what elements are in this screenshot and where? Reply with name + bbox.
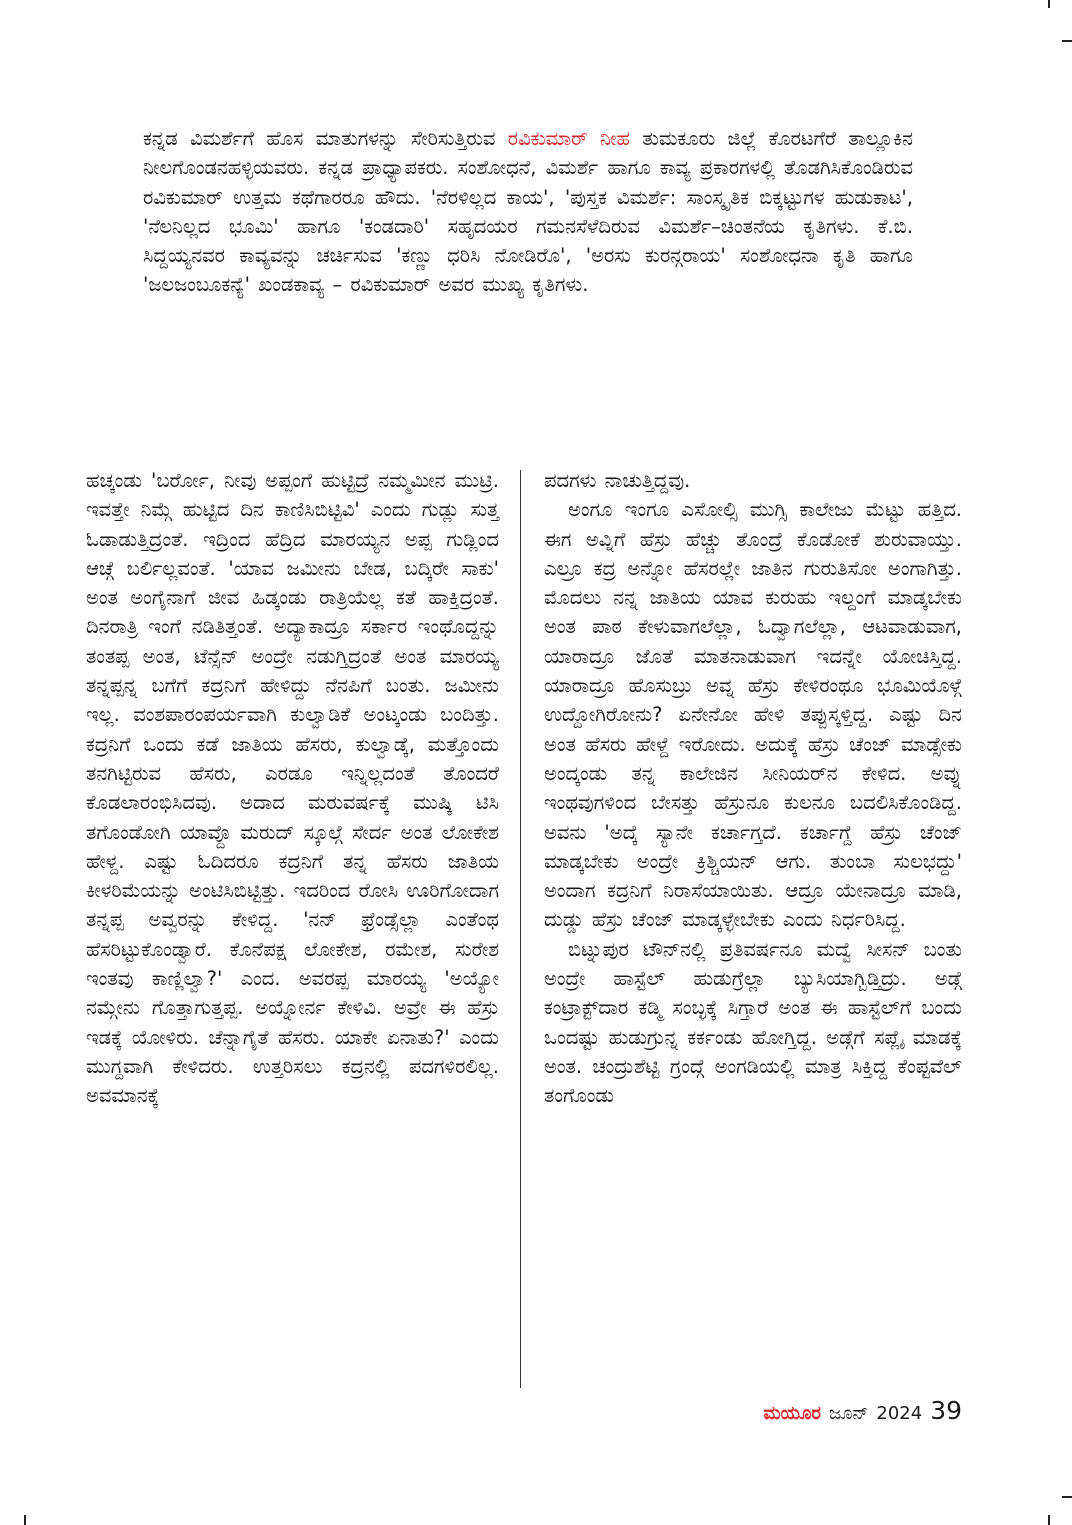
paragraph: ಹಚ್ಕಂಡು 'ಬರ್ರೋ, ನೀವು ಅಪ್ಪಂಗೆ ಹುಟ್ಟಿದ್ರೆ ನಮ್ಮಮೀನ ಮುಟ್ರಿ. ಇವತ್ತೇ ನಿಮ್ಗೆ ಹುಟ್ಟಿದ ದಿನ ಕಾಣಿಸಿಬಿಟ್ಟಿವಿ' ಎಂದು ಗುಡ್ಲು ಸುತ್ತ ಓಡಾಡುತ್ತಿದ್ರಂತೆ. ಇದ್ರಿಂದ ಹೆದ್ರಿದ ಮಾರಯ್ಯನ ಅಪ್ಪ ಗುಡ್ಲಿಂದ ಆಚ್ಗೆ ಬರ್ಲಿಲ್ಲವಂತೆ. 'ಯಾವ ಜಮೀನು ಬೇಡ, ಬದ್ಕಿರೇ ಸಾಕು' ಅಂತ ಅಂಗೈನಾಗೆ ಜೀವ ಹಿಡ್ಕಂಡು ರಾತ್ರಿಯೆಲ್ಲ ಕತೆ ಹಾಕ್ತಿದ್ರಂತೆ. ದಿನರಾತ್ರಿ ಇಂಗೆ ನಡಿತಿತ್ತಂತೆ. ಅದ್ಯಾಕಾದ್ರೂ ಸರ್ಕಾರ ಇಂಥೊದ್ದನ್ನು ತಂತಪ್ಪ ಅಂತ, ಟೆನ್ಸೆನ್ ಅಂದ್ರೇ ನಡುಗ್ತಿದ್ರಂತೆ ಅಂತ ಮಾರಯ್ಯ ತನ್ನಪ್ಪನ್ನ ಬಗೆಗೆ ಕದ್ರನಿಗೆ ಹೇಳಿದ್ದು ನೆನಪಿಗೆ ಬಂತು. ಜಮೀನು ಇಲ್ಲ. ವಂಶಪಾರಂಪರ್ಯವಾಗಿ ಕುಲ್ವಾಡಿಕೆ ಅಂಟ್ಕಂಡು ಬಂದಿತ್ತು. ಕದ್ರನಿಗೆ ಒಂದು ಕಡೆ ಜಾತಿಯ ಹೆಸರು, ಕುಲ್ವಾಡ್ಕೆ, ಮತ್ತೊಂದು ತನಗಿಟ್ಟಿರುವ ಹೆಸರು, ಎರಡೂ ಇನ್ನಿಲ್ಲದಂತೆ ತೊಂದರೆ ಕೊಡಲಾರಂಭಿಸಿದವು. ಅದಾದ ಮರುವರ್ಷಕ್ಕೆ ಮುಷ್ಕಿ ಟಿಸಿ ತಗೊಂಡೋಗಿ ಯಾವ್ದೊ ಮರುದ್ ಸ್ಕೂಲ್ಗೆ ಸೇರ್ದ ಅಂತ ಲೋಕೇಶ ಹೇಳ್ದ. ಎಷ್ಟು ಓದಿದರೂ ಕದ್ರನಿಗೆ ತನ್ನ ಹೆಸರು ಜಾತಿಯ ಕೀಳರಿಮೆಯನ್ನು ಅಂಟಿಸಿಬಿಟ್ಟಿತ್ತು. ಇದರಿಂದ ರೋಸಿ ಊರಿಗೋದಾಗ ತನ್ನಪ್ಪ ಅವ್ವರನ್ನು ಕೇಳಿದ್ದ. 'ನನ್ ಫ್ರೆಂಡ್ಸೆಲ್ಲಾ ಎಂತೆಂಥ ಹೆಸರಿಟ್ಟುಕೊಂಡ್ವಾರೆ. ಕೊನೆಪಕ್ಷ ಲೋಕೇಶ, ರಮೇಶ, ಸುರೇಶ ಇಂತವು ಕಾಣ್ಲಿಲ್ವಾ?' ಎಂದ. ಅವರಪ್ಪ ಮಾರಯ್ಯ 'ಅಯ್ಯೋ ನಮ್ಗೇನು ಗೊತ್ತಾಗುತ್ತಪ್ಪ. ಅಯ್ನೋರ್ನ ಕೇಳಿವಿ. ಅವ್ರೇ ಈ ಹೆಸ್ರು ಇಡಕ್ಕೆ ಯೋಳಿರು. ಚೆನ್ನಾಗೈತೆ ಹೆಸರು. ಯಾಕೇ ಏನಾತು?' ಎಂದು ಮುಗ್ದವಾಗಿ ಕೇಳಿದರು. ಉತ್ತರಿಸಲು ಕದ್ರನಲ್ಲಿ ಪದಗಳಿರಲಿಲ್ಲ. ಅವಮಾನಕ್ಕೆ — [86, 469, 499, 1108]
bio-text-rest: ತುಮಕೂರು ಜಿಲ್ಲೆ ಕೊರಟಗೆರೆ ತಾಲ್ಲೂಕಿನ ನೀಲಗೊಂಡನಹಳ್ಳಿಯವರು. ಕನ್ನಡ ಪ್ರಾಧ್ಯಾಪಕರು. ಸಂಶೋಧನೆ, ವಿಮರ್ಶೆ ಹಾಗೂ ಕಾವ್ಯ ಪ್ರಕಾರಗಳಲ್ಲಿ ತೊಡಗಿಸಿಕೊಂಡಿರುವ ರವಿಕುಮಾರ್ ಉತ್ತಮ ಕಥೆಗಾರರೂ ಹೌದು. 'ನೆರಳಿಲ್ಲದ ಕಾಯ', 'ಪುಸ್ತಕ ವಿಮರ್ಶೆ: ಸಾಂಸ್ಕೃತಿಕ ಬಿಕ್ಕಟ್ಟುಗಳ ಹುಡುಕಾಟ', 'ನೆಲನಿಲ್ಲದ ಭೂಮಿ' ಹಾಗೂ 'ಕಂಡದಾರಿ' ಸಹೃದಯರ ಗಮನಸೆಳೆದಿರುವ ವಿಮರ್ಶೆ–ಚಿಂತನೆಯ ಕೃತಿಗಳು. ಕೆ.ಬಿ. ಸಿದ್ದಯ್ಯನವರ ಕಾವ್ಯವನ್ನು ಚರ್ಚಿಸುವ 'ಕಣ್ಣು ಧರಿಸಿ ನೋಡಿರೊ', 'ಅರಸು ಕುರನ್ಗರಾಯ' ಸಂಶೋಧನಾ ಕೃತಿ ಹಾಗೂ 'ಜಲಜಂಬೂಕನ್ಯೆ' ಖಂಡಕಾವ್ಯ – ರವಿಕುಮಾರ್ ಅವರ ಮುಖ್ಯ ಕೃತಿಗಳು. — [143, 127, 913, 297]
column-divider — [520, 470, 521, 1388]
article-column-right — [544, 466, 962, 1111]
author-bio — [143, 124, 913, 300]
page-number: 39 — [930, 1396, 962, 1425]
crop-mark — [1048, 1515, 1050, 1525]
issue-month: ಜೂನ್ — [828, 1403, 869, 1424]
magazine-name: ಮಯೂರ — [763, 1403, 821, 1424]
paragraph: ಅಂಗೂ ಇಂಗೂ ಎಸೋಲ್ಸಿ ಮುಗ್ಸಿ ಕಾಲೇಜು ಮೆಟ್ಟು ಹತ್ತಿದ. ಈಗ ಅವ್ನಿಗೆ ಹೆಸ್ರು ಹೆಚ್ಚು ತೊಂದ್ರೆ ಕೊಡೋಕೆ ಶುರುವಾಯ್ತು. ಎಲ್ರೂ ಕದ್ರ ಅನ್ನೋ ಹೆಸರಲ್ಲೇ ಜಾತಿನ ಗುರುತಿಸೋ ಅಂಗಾಗಿತ್ತು. ಮೊದಲು ನನ್ನ ಜಾತಿಯ ಯಾವ ಕುರುಹು ಇಲ್ದಂಗೆ ಮಾಡ್ಕಬೇಕು ಅಂತ ಪಾಠ ಕೇಳುವಾಗಲೆಲ್ಲಾ, ಓದ್ವಾಗಲೆಲ್ಲಾ, ಆಟವಾಡುವಾಗ, ಯಾರಾದ್ರೂ ಜೊತೆ ಮಾತನಾಡುವಾಗ ಇದನ್ನೇ ಯೋಚಿಸ್ತಿದ್ದ. ಯಾರಾದ್ರೂ ಹೊಸುಬ್ರು ಅವ್ನ ಹೆಸ್ರು ಕೇಳಿರಂಥೂ ಭೂಮಿಯೊಳ್ಗೆ ಉದ್ದೋಗಿರೋನು? ಏನೇನೋ ಹೇಳಿ ತಪ್ಪುಸ್ಕಳ್ತಿದ್ದ. ಎಷ್ಟು ದಿನ ಅಂತ ಹೆಸರು ಹೇಳ್ದೆ ಇರೋದು. ಅದುಕ್ಕೆ ಹೆಸ್ರು ಚೆಂಜ್ ಮಾಡ್ಸೇಕು ಅಂದ್ಕಂಡು ತನ್ನ ಕಾಲೇಜಿನ ಸೀನಿಯರ್‌ನ ಕೇಳಿದ. ಅವ್ನು ಇಂಥವುಗಳಿಂದ ಬೇಸತ್ತು ಹೆಸ್ರುನೂ ಕುಲನೂ ಬದಲಿಸಿಕೊಂಡಿದ್ದ. ಅವನು 'ಅದ್ಕೆ ಸ್ಯಾನೇ ಕರ್ಚಾಗ್ತದೆ. ಕರ್ಚಾಗ್ದೆ ಹೆಸ್ರು ಚೆಂಜ್ ಮಾಡ್ಕಬೇಕು ಅಂದ್ರೇ ಕ್ರಿಶ್ಚಿಯನ್ ಆಗು. ತುಂಬಾ ಸುಲಭದ್ದು' ಅಂದಾಗ ಕದ್ರನಿಗೆ ನಿರಾಸೆಯಾಯಿತು. ಆದ್ರೂ ಯೇನಾದ್ರೂ ಮಾಡಿ, ದುಡ್ಡು ಹೆಸ್ರು ಚೆಂಜ್ ಮಾಡ್ಕಳ್ಳೇಬೇಕು ಎಂದು ನಿರ್ಧರಿಸಿದ್ದ. — [544, 498, 962, 932]
bio-text-start: ಕನ್ನಡ ವಿಮರ್ಶೆಗೆ ಹೊಸ ಮಾತುಗಳನ್ನು ಸೇರಿಸುತ್ತಿರುವ — [143, 127, 508, 150]
article-column-left — [86, 466, 499, 1111]
author-name: ರವಿಕುಮಾರ್ ನೀಹ — [507, 127, 631, 150]
paragraph: ಪದಗಳು ನಾಚುತ್ತಿದ್ದವು. — [544, 469, 691, 492]
paragraph: ಬಿಟ್ನುಪುರ ಟೌನ್‌ನಲ್ಲಿ ಪ್ರತಿವರ್ಷನೂ ಮದ್ವೆ ಸೀಸನ್ ಬಂತು ಅಂದ್ರೇ ಹಾಸ್ಟೆಲ್ ಹುಡುಗ್ರೆಲ್ಲಾ ಬ್ಯುಸಿಯಾಗ್ಬಿಡ್ತಿದ್ರು. ಅಡ್ಗೆ ಕಂಟ್ರಾಕ್ಟ್‌ದಾರ ಕಡ್ಮಿ ಸಂಬ್ಳಕ್ಕೆ ಸಿಗ್ತಾರೆ ಅಂತ ಈ ಹಾಸ್ಟೆಲ್‌ಗೆ ಬಂದು ಒಂದಷ್ಟು ಹುಡುಗ್ರುನ್ನ ಕರ್ಕಂಡು ಹೋಗ್ತಿದ್ದ. ಅಡ್ಗೆಗೆ ಸಪ್ಲೈ ಮಾಡಕ್ಕೆ ಅಂತ. ಚಂದ್ರುಶೆಟ್ಟಿ ಗ್ರಂದ್ಗೆ ಅಂಗಡಿಯಲ್ಲಿ ಮಾತ್ರ ಸಿಕ್ತಿದ್ದ ಕೆಂಪ್ಟವೆಲ್ ತಂಗೊಂಡು — [544, 937, 962, 1108]
issue-year: 2024 — [876, 1403, 923, 1424]
crop-mark — [1062, 40, 1072, 42]
crop-mark — [24, 1515, 26, 1525]
crop-mark — [1062, 1496, 1072, 1498]
crop-mark — [1048, 0, 1050, 8]
page-footer — [764, 1396, 962, 1425]
